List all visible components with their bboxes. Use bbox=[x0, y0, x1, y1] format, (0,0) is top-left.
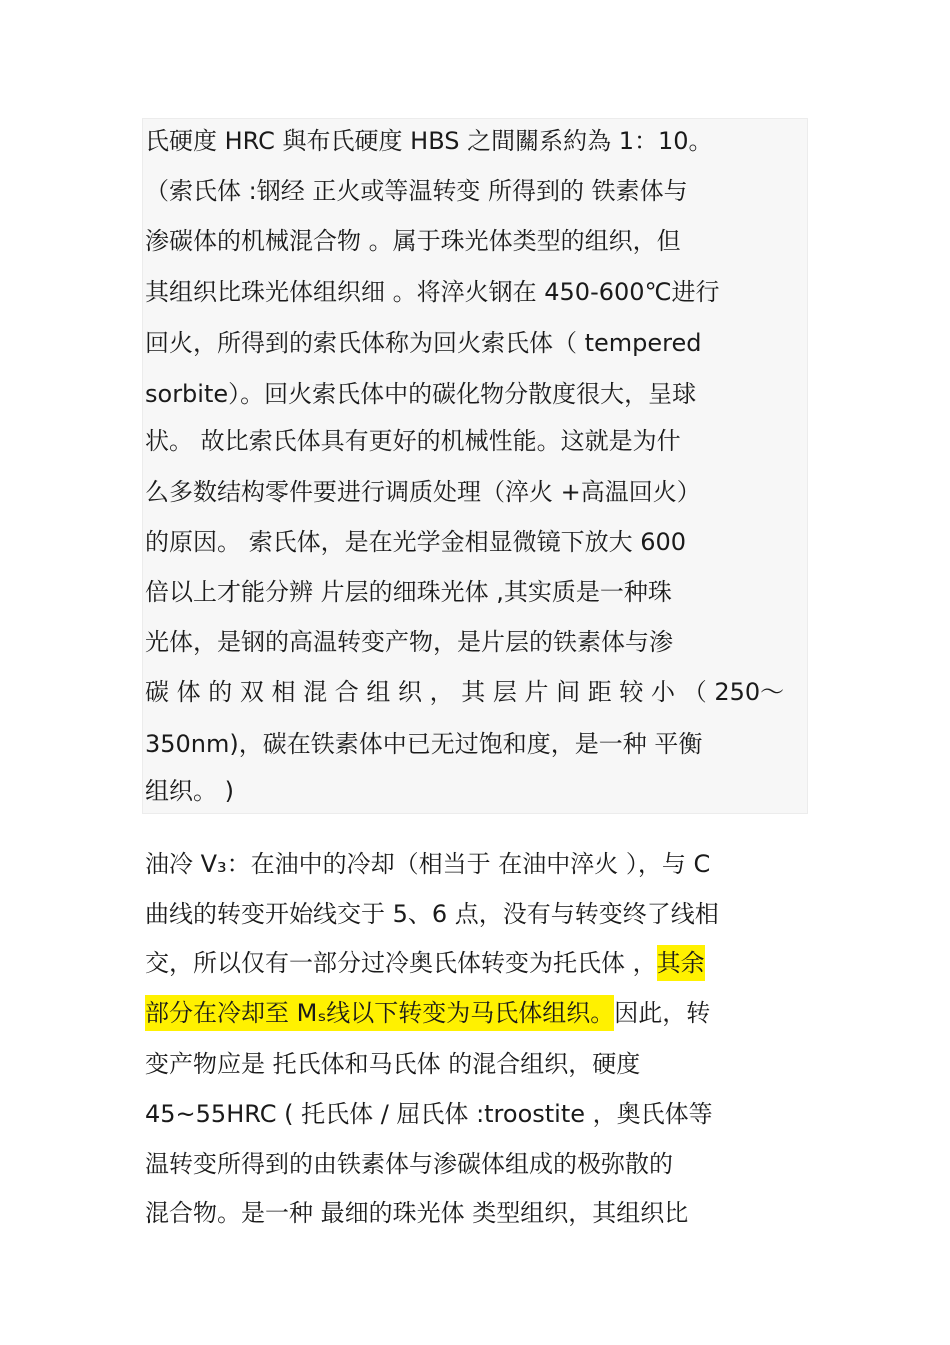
body-line: 混合物。是一种 最细的珠光体 类型组织，其组织比 bbox=[145, 1199, 689, 1227]
body-text: 因此，转 bbox=[614, 999, 711, 1027]
quote-line: 组织。 ) bbox=[145, 777, 234, 805]
body-line bbox=[145, 995, 810, 1031]
body-line: 45~55HRC ( 托氏体 / 屈氏体 :troostite ，奥氏体等 bbox=[145, 1100, 713, 1128]
body-line: 变产物应是 托氏体和马氏体 的混合组织，硬度 bbox=[145, 1050, 641, 1078]
quote-line: 350nm)，碳在铁素体中已无过饱和度，是一种 平衡 bbox=[145, 730, 703, 758]
quote-line: 渗碳体的机械混合物 。属于珠光体类型的组织，但 bbox=[145, 227, 681, 255]
quote-line: 氏硬度 HRC 與布氏硬度 HBS 之間關系約為 1：10。 bbox=[145, 127, 713, 155]
quote-line: （索氏体 :钢经 正火或等温转变 所得到的 铁素体与 bbox=[145, 177, 688, 205]
highlighted-text: 部分在冷却至 Mₛ线以下转变为马氏体组织。 bbox=[145, 995, 614, 1031]
quote-line: 碳 体 的 双 相 混 合 组 织 ， 其 层 片 间 距 较 小 （ 250～ bbox=[145, 678, 785, 706]
body-text: 交，所以仅有一部分过冷奥氏体转变为托氏体 ， bbox=[145, 949, 657, 977]
quote-line: 回火，所得到的索氏体称为回火索氏体（ tempered bbox=[145, 329, 702, 357]
quote-line: 光体，是钢的高温转变产物，是片层的铁素体与渗 bbox=[145, 628, 673, 656]
quote-line: 的原因。 索氏体，是在光学金相显微镜下放大 600 bbox=[145, 528, 687, 556]
body-line: 油冷 V₃：在油中的冷却（相当于 在油中淬火 ），与 C bbox=[145, 850, 711, 878]
quote-line: sorbite）。回火索氏体中的碳化物分散度很大，呈球 bbox=[145, 380, 697, 408]
body-line: 温转变所得到的由铁素体与渗碳体组成的极弥散的 bbox=[145, 1150, 673, 1178]
body-line bbox=[145, 945, 810, 981]
highlighted-text: 其余 bbox=[657, 945, 705, 981]
quote-line: 倍以上才能分辨 片层的细珠光体 ,其实质是一种珠 bbox=[145, 578, 672, 606]
quote-line: 么多数结构零件要进行调质处理（淬火 +高温回火） bbox=[145, 478, 701, 506]
quote-line: 其组织比珠光体组织细 。将淬火钢在 450-600℃进行 bbox=[145, 278, 720, 306]
body-line: 曲线的转变开始线交于 5、6 点，没有与转变终了线相 bbox=[145, 900, 719, 928]
quote-line: 状。 故比索氏体具有更好的机械性能。这就是为什 bbox=[145, 427, 681, 455]
